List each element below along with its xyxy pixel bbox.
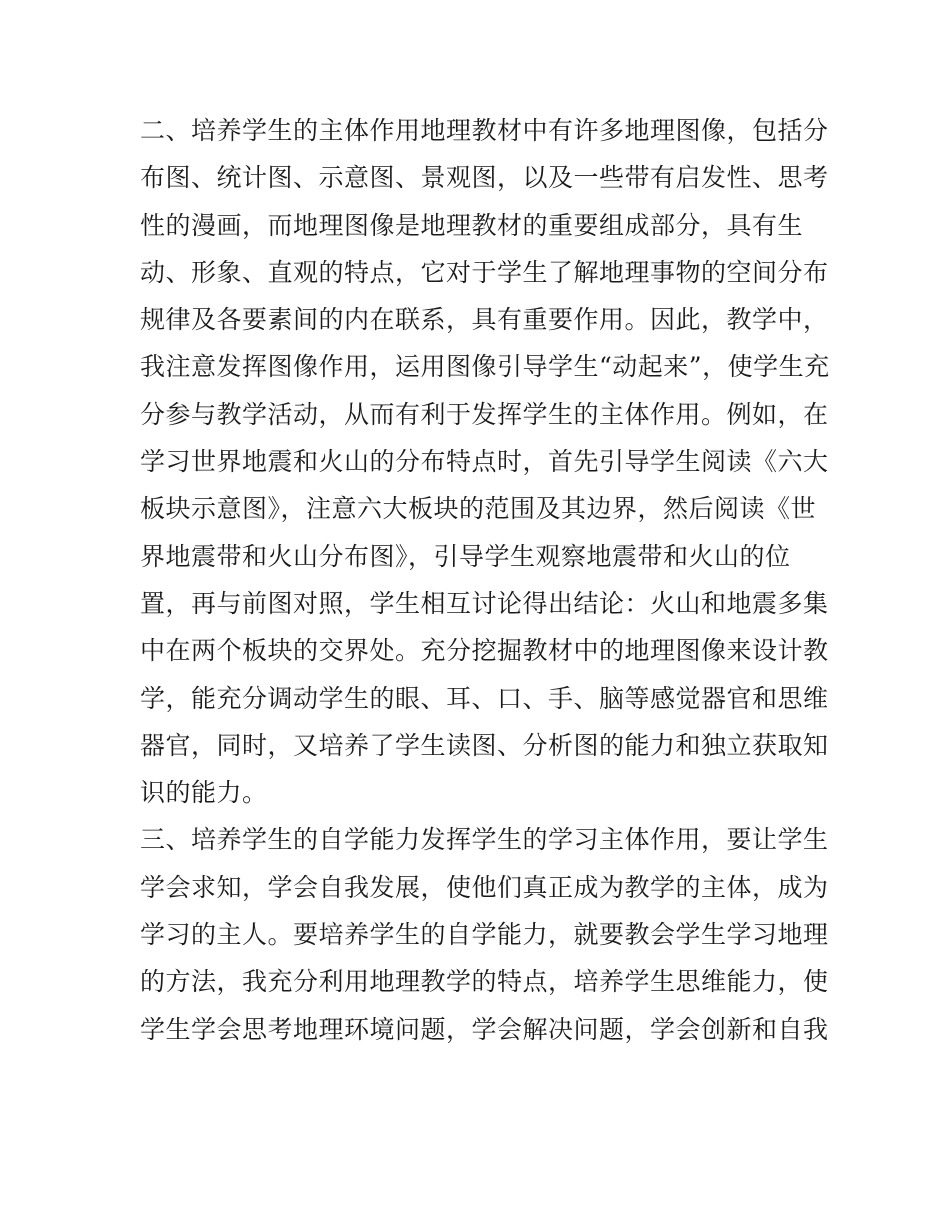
text-line: 规律及各要素间的内在联系，具有重要作用。因此，教学中， xyxy=(140,305,829,335)
body-text xyxy=(140,107,830,1053)
text-line: 识的能力。 xyxy=(140,778,268,808)
text-line: 性的漫画，而地理图像是地理教材的重要组成部分，具有生 xyxy=(140,210,804,240)
text-line: 器官，同时，又培养了学生读图、分析图的能力和独立获取知 xyxy=(140,730,829,760)
text-line: 学习的主人。要培养学生的自学能力，就要教会学生学习地理 xyxy=(140,920,829,950)
text-line: 学生学会思考地理环境问题，学会解决问题，学会创新和自我 xyxy=(140,1014,829,1044)
text-line: 板块示意图》，注意六大板块的范围及其边界，然后阅读《世 xyxy=(140,494,817,524)
text-line: 二、培养学生的主体作用地理教材中有许多地理图像，包括分 xyxy=(140,116,829,145)
text-line: 置，再与前图对照，学生相互讨论得出结论：火山和地震多集 xyxy=(140,588,829,618)
text-line: 中在两个板块的交界处。充分挖掘教材中的地理图像来设计教 xyxy=(140,636,829,666)
text-line: 动、形象、直观的特点，它对于学生了解地理事物的空间分布 xyxy=(140,257,829,287)
text-line: 布图、统计图、示意图、景观图，以及一些带有启发性、思考 xyxy=(140,163,829,193)
text-line: 学习世界地震和火山的分布特点时，首先引导学生阅读《六大 xyxy=(140,447,829,477)
text-line: 学会求知，学会自我发展，使他们真正成为教学的主体，成为 xyxy=(140,872,829,902)
text-line: 分参与教学活动，从而有利于发挥学生的主体作用。例如，在 xyxy=(140,399,829,429)
text-line: 我注意发挥图像作用，运用图像引导学生“动起来”，使学生充 xyxy=(140,352,830,382)
text-line: 的方法，我充分利用地理教学的特点，培养学生思维能力，使 xyxy=(140,967,829,997)
text-line: 三、培养学生的自学能力发挥学生的学习主体作用，要让学生 xyxy=(140,825,829,855)
text-line: 学，能充分调动学生的眼、耳、口、手、脑等感觉器官和思维 xyxy=(140,683,829,713)
text-line: 界地震带和火山分布图》，引导学生观察地震带和火山的位 xyxy=(140,541,791,571)
